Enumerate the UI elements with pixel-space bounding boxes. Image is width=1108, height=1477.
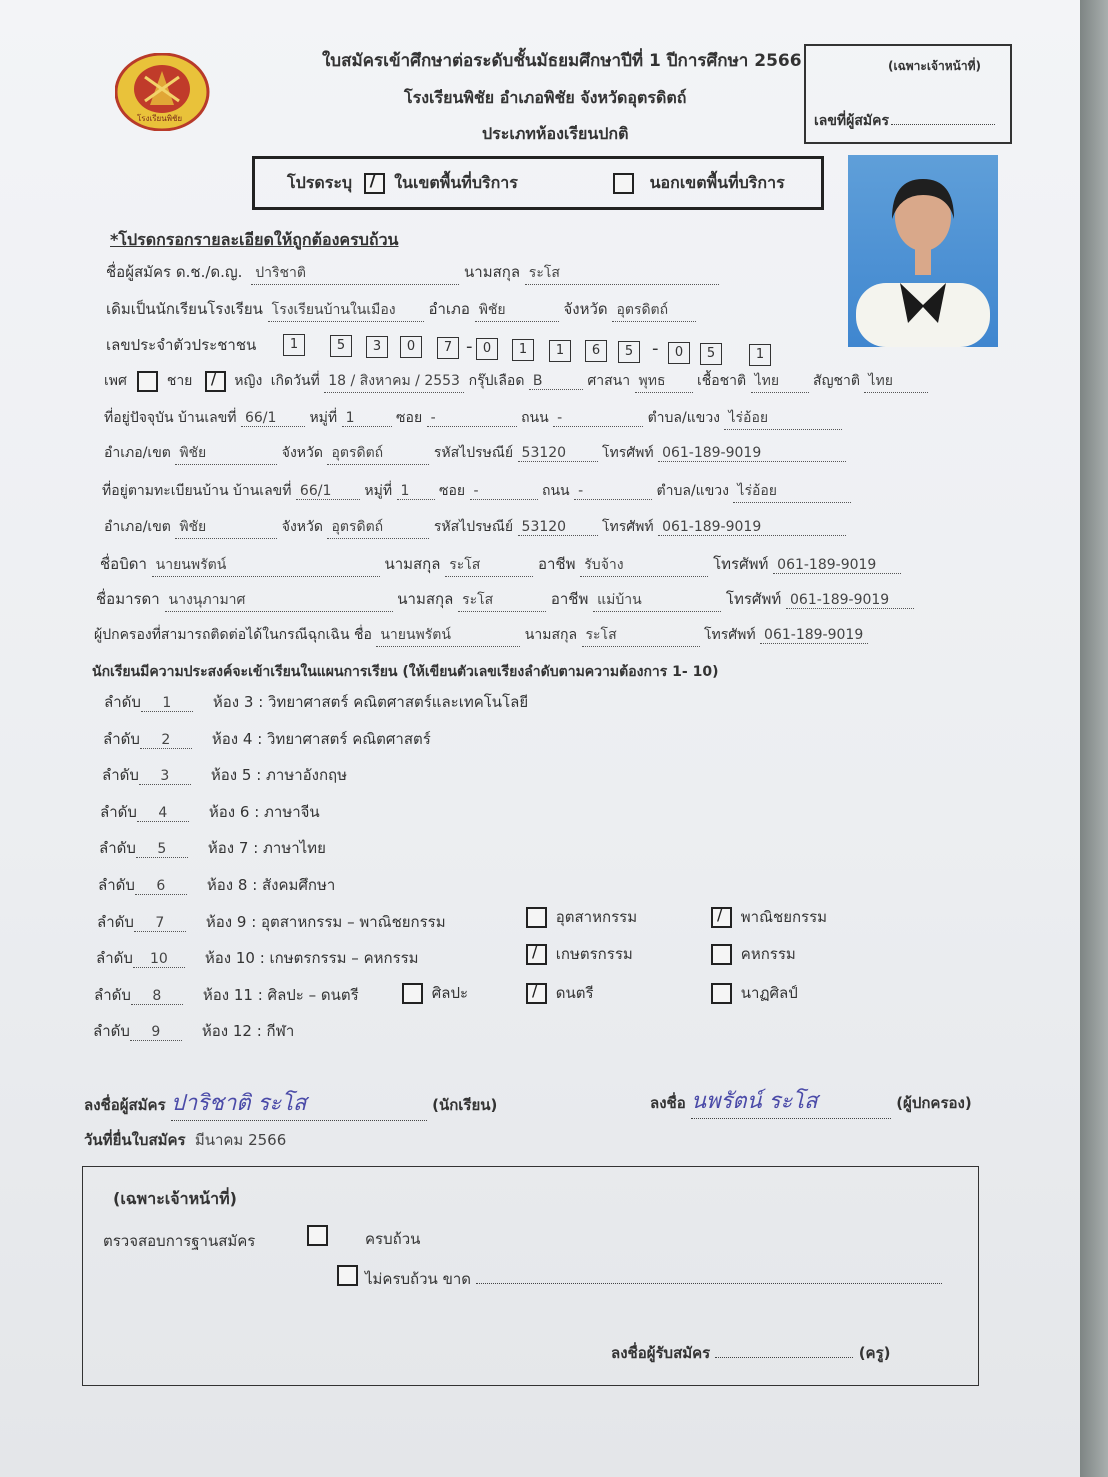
background-edge [1080,0,1108,1477]
dance-checkbox[interactable] [711,983,732,1004]
female-label: หญิง [234,373,263,389]
submit-date-label: วันที่ยื่นใบสมัคร [84,1131,186,1149]
industry-checkbox[interactable] [526,907,547,928]
complete-label: ครบถ้วน [365,1230,421,1248]
current-phone-label: โทรศัพท์ [601,445,654,461]
id-digit-box[interactable]: 1 [749,344,771,366]
rank-field[interactable]: 7 [134,915,186,932]
current-address-row2 [104,442,846,465]
current-moo-field[interactable]: 1 [342,410,392,427]
incomplete-label: ไม่ครบถ้วน ขาด [365,1270,471,1288]
in-area-checkbox[interactable] [364,173,385,194]
art-label: ศิลปะ [431,984,469,1002]
blood-label: กรุ๊ปเลือด [468,373,525,389]
industry-label: อุตสาหกรรม [555,908,638,926]
incomplete-row [365,1267,942,1291]
plan-row [94,983,359,1007]
id-digit-box[interactable]: 1 [512,339,534,361]
current-soi-label: ซอย [396,410,423,426]
plan-row [99,836,326,860]
female-checkbox[interactable] [205,371,226,392]
rank-label: ลำดับ [98,876,135,894]
office-title: (เฉพาะเจ้าหน้าที่) [113,1189,237,1208]
reg-road-field[interactable]: - [574,483,652,500]
out-area-checkbox[interactable] [613,173,634,194]
music-label: ดนตรี [555,984,594,1002]
rank-label: ลำดับ [96,949,133,968]
rank-label: ลำดับ [94,985,131,1004]
current-moo-label: หมู่ที่ [309,410,338,426]
room-label: ห้อง 11 : ศิลปะ – ดนตรี [202,985,359,1004]
plan-row [97,910,446,934]
religion-field[interactable]: พุทธ [635,370,693,393]
plan-row [100,800,320,824]
guardian-surname-label: นามสกุล [524,627,578,643]
receiver-label: ลงชื่อผู้รับสมัคร [611,1344,711,1362]
applicant-photo [848,155,998,347]
school-line: โรงเรียนพิชัย อำเภอพิชัย จังหวัดอุตรดิตถ์ [404,88,687,107]
current-soi-field[interactable]: - [427,410,517,427]
reg-tambon-label: ตำบล/แขวง [656,483,729,499]
id-digit-box[interactable]: 7 [437,337,459,359]
rank-field[interactable]: 9 [130,1024,182,1041]
current-province-field[interactable]: อุตรดิตถ์ [327,442,429,465]
room-label: ห้อง 6 : ภาษาจีน [208,802,320,821]
mother-label: ชื่อมารดา [96,590,160,608]
reg-soi-field[interactable]: - [470,483,538,500]
reg-tambon-field[interactable]: ไร่อ้อย [733,480,851,503]
reg-amphoe-label: อำเภอ/เขต [104,519,171,535]
plan-row [96,946,419,970]
race-field[interactable]: ไทย [751,370,809,393]
logo-caption: โรงเรียนพิชัย [137,114,183,123]
nation-field[interactable]: ไทย [864,370,928,393]
room-label: ห้อง 4 : วิทยาศาสตร์ คณิตศาสตร์ [211,729,431,748]
area-prompt: โปรดระบุ / ในเขตพื้นที่บริการ [287,171,518,196]
incomplete-checkbox[interactable] [337,1265,358,1286]
in-area-label: ในเขตพื้นที่บริการ [394,173,518,192]
current-province-label: จังหวัด [281,445,323,461]
rank-field[interactable]: 1 [141,695,193,712]
rank-field[interactable]: 6 [135,878,187,895]
personal-row [104,370,928,393]
staff-only-label: (เฉพาะเจ้าหน้าที่) [888,59,981,73]
nation-label: สัญชาติ [813,373,860,389]
rank-label: ลำดับ [93,1022,130,1041]
reg-province-field[interactable]: อุตรดิตถ์ [327,516,429,539]
plan-row [104,690,528,714]
complete-checkbox[interactable] [307,1225,328,1246]
male-checkbox[interactable] [137,371,158,392]
reg-address-row2 [104,516,846,539]
guardian-row [94,624,868,647]
current-zip-field[interactable]: 53120 [518,445,598,462]
area-choice-box [252,156,824,210]
current-house-field[interactable]: 66/1 [241,410,305,427]
rank-label: ลำดับ [97,912,134,931]
guardian-label: ผู้ปกครองที่สามารถติดต่อได้ในกรณีฉุกเฉิน ชื่อ [94,627,372,643]
home-economics-checkbox[interactable] [711,944,732,965]
room10-options [526,942,633,966]
staff-only-box [804,44,1012,144]
submit-date-field[interactable]: มีนาคม 2566 [194,1131,287,1149]
mother-phone-label: โทรศัพท์ [725,590,782,608]
plan-row [102,763,347,787]
rank-field[interactable]: 2 [140,732,192,749]
id-digit-box[interactable]: 1 [283,334,305,356]
applicant-sign-label: ลงชื่อผู้สมัคร [84,1096,166,1114]
blood-field[interactable]: B [529,373,583,390]
out-area-label: นอกเขตพื้นที่บริการ [649,173,785,192]
reg-soi-label: ซอย [438,483,466,499]
receiver-row [611,1341,891,1365]
name-field[interactable]: ปาริชาติ [251,262,459,285]
current-zip-label: รหัสไปรษณีย์ [433,445,514,461]
rank-label: ลำดับ [103,729,140,748]
guardian-role: (ผู้ปกครอง) [896,1094,972,1112]
father-surname-field[interactable]: ระโส [445,554,533,577]
rank-field[interactable]: 5 [136,841,188,858]
applicant-signature[interactable]: ปาริชาติ ระโส [171,1085,427,1121]
id-label: เลขประจำตัวประชาชน [106,336,257,354]
mother-job-field[interactable]: แม่บ้าน [593,589,721,612]
commerce-label: พาณิชยกรรม [740,908,828,926]
room-label: ห้อง 7 : ภาษาไทย [207,839,326,858]
id-separator: - [466,336,473,357]
current-road-label: ถนน [521,410,549,426]
agriculture-checkbox[interactable] [526,944,547,965]
current-phone-field[interactable]: 061-189-9019 [658,445,846,462]
office-use-box [82,1166,979,1386]
id-digit-box[interactable]: 5 [700,343,722,365]
name-label: ชื่อผู้สมัคร ด.ช./ด.ญ. [106,263,243,281]
room10-options-2 [711,942,796,966]
applicant-signature-row [84,1085,497,1121]
father-phone-field[interactable]: 061-189-9019 [773,557,901,574]
class-type: ประเภทห้องเรียนปกติ [482,124,629,143]
rank-field[interactable]: 4 [137,805,189,822]
father-phone-label: โทรศัพท์ [713,555,769,573]
father-label: ชื่อบิดา [100,555,147,573]
guardian-sign-label: ลงชื่อ [650,1094,686,1112]
reg-zip-field[interactable]: 53120 [518,519,598,536]
rank-label: ลำดับ [99,839,136,858]
id-digit-box[interactable]: 6 [585,340,607,362]
male-label: ชาย [166,373,193,389]
province-label: จังหวัด [563,300,608,318]
applicant-no-label: เลขที่ผู้สมัคร [814,110,995,132]
father-surname-label: นามสกุล [384,555,441,573]
reg-zip-label: รหัสไปรษณีย์ [433,519,514,535]
rank-label: ลำดับ [100,802,137,821]
rank-field[interactable]: 8 [131,988,183,1005]
race-label: เชื้อชาติ [696,373,747,389]
applicant-role: (นักเรียน) [432,1096,498,1114]
prev-school-label: เดิมเป็นนักเรียนโรงเรียน [106,300,263,318]
prev-school-field[interactable]: โรงเรียนบ้านในเมือง [268,299,424,322]
mother-surname-field[interactable]: ระโส [458,589,546,612]
out-area-option [613,171,785,196]
current-address-label: ที่อยู่ปัจจุบัน บ้านเลขที่ [104,410,237,426]
guardian-surname-field[interactable]: ระโส [582,624,700,647]
room-label: ห้อง 5 : ภาษาอังกฤษ [210,766,348,785]
sex-label: เพศ [104,373,127,389]
room-label: ห้อง 3 : วิทยาศาสตร์ คณิตศาสตร์และเทคโนโลยี [212,693,529,711]
rank-field[interactable]: 10 [133,951,185,968]
dance-label: นาฏศิลป์ [740,984,798,1002]
rank-label: ลำดับ [102,766,139,785]
current-tambon-field[interactable]: ไร่อ้อย [724,407,842,430]
room11-options-art [402,981,468,1005]
current-amphoe-field[interactable]: พิชัย [175,442,277,465]
district-label: อำเภอ [428,300,470,318]
room9-options [526,905,637,929]
mother-row [96,587,914,612]
current-amphoe-label: อำเภอ/เขต [104,445,171,461]
rank-field[interactable]: 3 [139,768,191,785]
mother-name-field[interactable]: นางนุภามาศ [165,589,393,612]
id-digit-box[interactable]: 1 [549,340,571,362]
id-digit-box[interactable]: 5 [330,335,352,357]
reg-province-label: จังหวัด [281,519,323,535]
guardian-name-field[interactable]: นายนพรัตน์ [376,624,520,647]
reg-phone-field[interactable]: 061-189-9019 [658,519,846,536]
reg-house-field[interactable]: 66/1 [296,483,360,500]
agriculture-label: เกษตรกรรม [555,945,633,963]
id-digit-box[interactable]: 5 [618,341,640,363]
plan-row [98,873,335,897]
father-job-field[interactable]: รับจ้าง [580,554,708,577]
rank-label: ลำดับ [104,693,141,711]
id-digit-box[interactable]: 3 [366,336,388,358]
receiver-signature[interactable] [715,1357,853,1358]
religion-label: ศาสนา [587,373,631,389]
commerce-checkbox[interactable] [711,907,732,928]
prev-school-row [106,297,696,322]
guardian-signature[interactable]: นพรัตน์ ระโส [691,1083,891,1119]
room-label: ห้อง 8 : สังคมศึกษา [206,876,336,894]
room11-options-music [526,981,594,1005]
reg-amphoe-field[interactable]: พิชัย [175,516,277,539]
plan-row [93,1019,294,1043]
reg-road-label: ถนน [542,483,570,499]
reg-moo-field[interactable]: 1 [397,483,435,500]
id-digit-box[interactable]: 0 [668,342,690,364]
reg-address-row1 [102,480,851,503]
room-label: ห้อง 9 : อุตสาหกรรม – พาณิชยกรรม [205,912,446,931]
reg-moo-label: หมู่ที่ [364,483,393,499]
current-road-field[interactable]: - [553,410,643,427]
id-digit-box[interactable]: 0 [476,338,498,360]
mother-phone-field[interactable]: 061-189-9019 [786,592,914,609]
missing-field[interactable] [476,1283,942,1284]
current-address-row1 [104,407,842,430]
check-label: ตรวจสอบการฐานสมัคร [103,1232,256,1250]
district-field[interactable]: พิชัย [475,299,559,322]
music-checkbox[interactable] [526,983,547,1004]
instruction-text: *โปรดกรอกรายละเอียดให้ถูกต้องครบถ้วน [110,230,399,249]
home-economics-label: คหกรรม [740,945,796,963]
guardian-phone-field[interactable]: 061-189-9019 [760,627,868,644]
guardian-signature-row [650,1083,972,1119]
id-digit-box[interactable]: 0 [400,336,422,358]
room11-options-dance [711,981,798,1005]
father-name-field[interactable]: นายนพรัตน์ [152,554,380,577]
name-row [106,260,719,285]
form-title: ใบสมัครเข้าศึกษาต่อระดับชั้นมัธยมศึกษาปีที่ 1 ปีการศึกษา 2566 [322,51,802,71]
birth-field[interactable]: 18 / สิงหาคม / 2553 [324,370,464,393]
father-row [100,552,901,577]
surname-field[interactable]: ระโส [525,262,719,285]
father-job-label: อาชีพ [538,555,576,573]
plan-row [103,727,431,751]
birth-label: เกิดวันที่ [270,373,320,389]
room9-options-2 [711,905,827,929]
art-checkbox[interactable] [402,983,423,1004]
plan-heading: นักเรียนมีความประสงค์จะเข้าเรียนในแผนการเรียน (ให้เขียนตัวเลขเรียงลำดับตามความต้องการ 1- 10) [92,664,719,680]
submit-date-row [84,1128,290,1152]
id-separator: - [652,338,659,359]
guardian-phone-label: โทรศัพท์ [703,627,756,643]
receiver-role: (ครู) [858,1344,891,1362]
current-tambon-label: ตำบล/แขวง [647,410,721,426]
surname-label: นามสกุล [464,263,521,281]
province-field[interactable]: อุตรดิตถ์ [612,299,696,322]
room-label: ห้อง 10 : เกษตรกรรม – คหกรรม [204,949,419,968]
reg-address-label: ที่อยู่ตามทะเบียนบ้าน บ้านเลขที่ [102,483,292,499]
mother-job-label: อาชีพ [550,590,589,608]
reg-phone-label: โทรศัพท์ [601,519,654,535]
mother-surname-label: นามสกุล [397,590,454,608]
room-label: ห้อง 12 : กีฬา [201,1022,295,1041]
